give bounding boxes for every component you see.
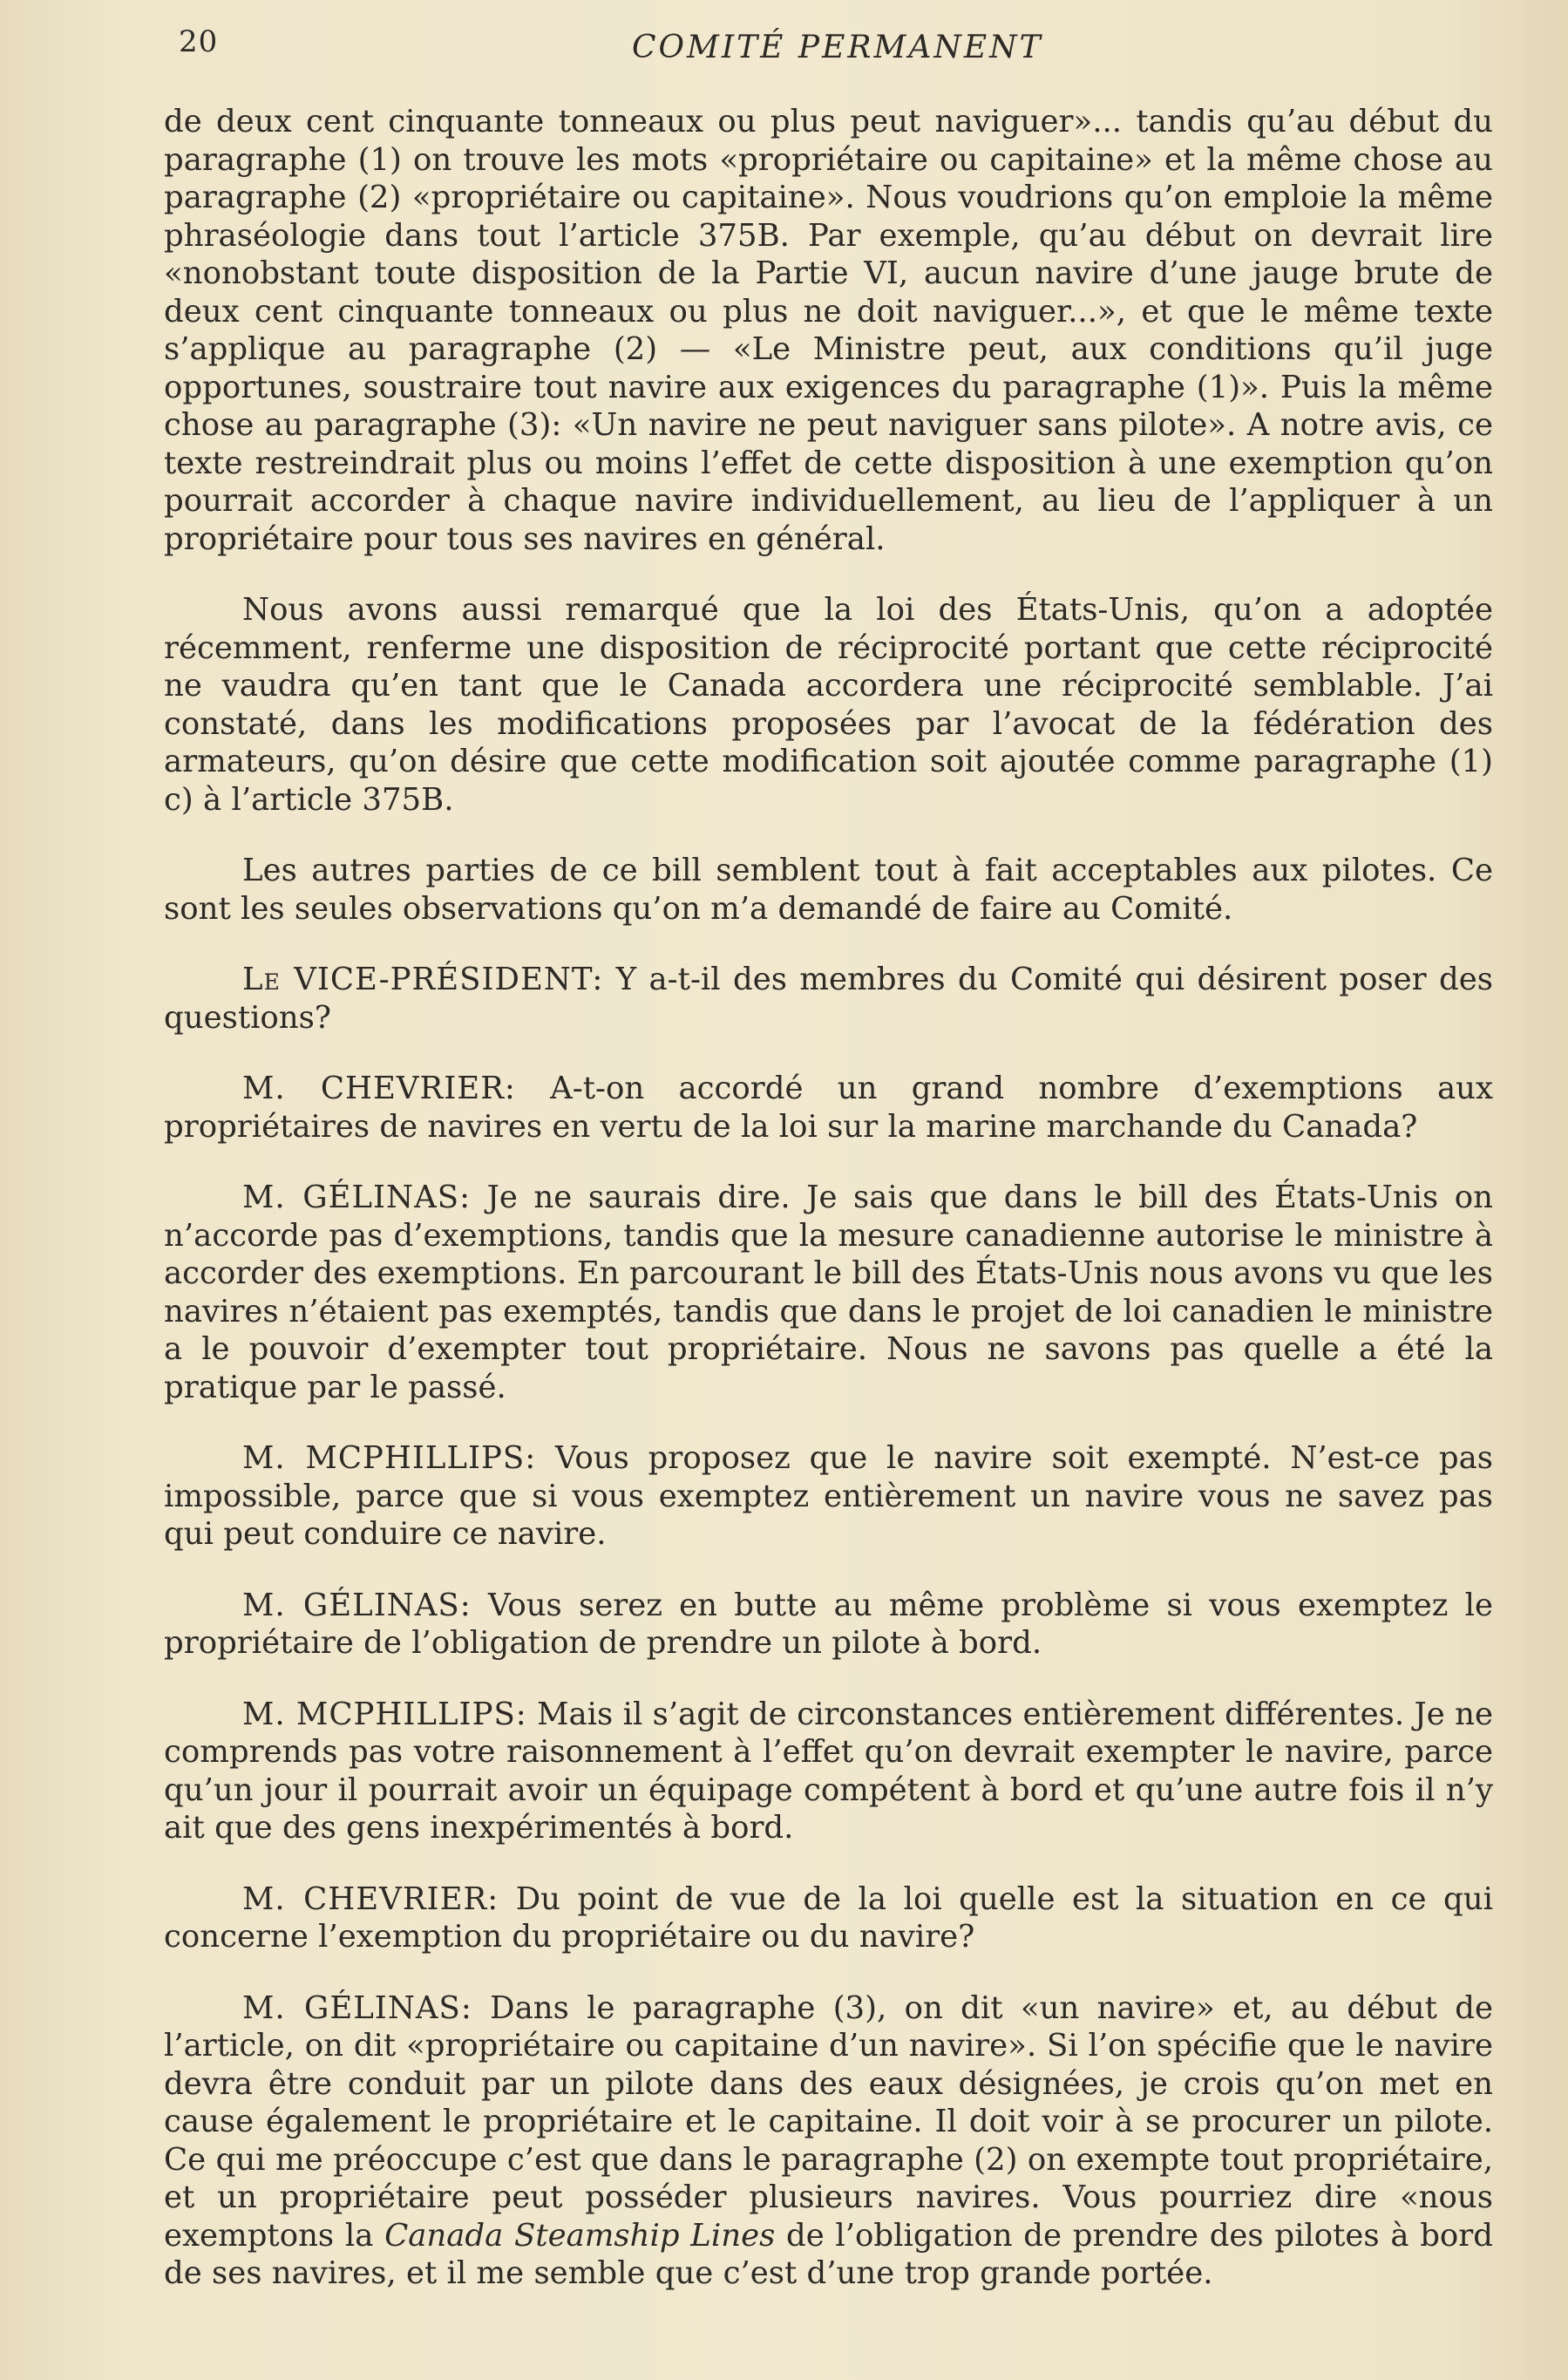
paragraph: Les autres parties de ce bill semblent tout à fait acceptables aux pilotes. Ce sont les seules observations qu’on m’a demandé de faire au Comité. [164, 853, 1493, 927]
speaker-label: M. GÉLINAS: [242, 1989, 472, 2026]
paragraph: Nous avons aussi remarqué que la loi des États-Unis, qu’on a adoptée récemment, renferme une disposition de réciprocité portant que cette réciprocité ne vaudra qu’en tant que le Canada accordera une réciprocité semblable. J’ai constaté, dans les modifications proposées par l’avocat de la fédération des armateurs, qu’on désire que cette modification soit ajoutée comme paragraphe (1) c) à l’article 375B. [164, 592, 1493, 818]
paragraph-continuation: de deux cent cinquante tonneaux ou plus peut naviguer»... tandis qu’au début du paragraphe (1) on trouve les mots «propriétaire ou capitaine» et la même chose au paragraphe (2) «propriétaire ou capitaine». Nous voudrions qu’on emploie la même phraséologie dans tout l’article 375B. Par exemple, qu’au début on devrait lire «nonobstant toute disposition de la Partie VI, aucun navire d’une jauge brute de deux cent cinquante tonneaux ou plus ne doit naviguer...», et que le même texte s’applique au paragraphe (2) — «Le Ministre peut, aux conditions qu’il juge opportunes, soustraire tout navire aux exigences du paragraphe (1)». Puis la même chose au paragraphe (3): «Un navire ne peut naviguer sans pilote». A notre avis, ce texte restreindrait plus ou moins l’effet de cette disposition à une exemption qu’on pourrait accorder à chaque navire individuellement, au lieu de l’appliquer à un propriétaire pour tous ses navires en général. [164, 104, 1493, 557]
speech-paragraph: M. GÉLINAS: Dans le paragraphe (3), on dit «un navire» et, au début de l’article, on dit «propriétaire ou capitaine d’un navire». Si l’on spécifie que le navire devra être conduit par un pilote dans des eaux désignées, je crois qu’on met en cause également le propriétaire et le capitaine. Il doit voir à se procurer un pilote. Ce qui me préoccupe c’est que dans le paragraphe (2) on exempte tout propriétaire, et un propriétaire peut posséder plusieurs navires. Vous pourriez dire «nous exemptons la Canada Steamship Lines de l’obligation de prendre des pilotes à bord de ses navires, et il me semble que c’est d’une trop grande portée. [164, 1989, 1493, 2291]
speech-paragraph: M. CHEVRIER: Du point de vue de la loi quelle est la situation en ce qui concerne l’exemption du propriétaire ou du navire? [164, 1880, 1494, 1955]
speaker-label: M. MCPHILLIPS: [242, 1440, 537, 1476]
speech-paragraph: Le VICE-PRÉSIDENT: Y a-t-il des membres du Comité qui désirent poser des questions? [164, 962, 1493, 1036]
speech-paragraph: M. GÉLINAS: Je ne saurais dire. Je sais que dans le bill des États-Unis on n’accorde pas d’exemptions, tandis que la mesure canadienne autorise le ministre à accorder des exemptions. En parcourant le bill des États-Unis nous avons vu que les navires n’étaient pas exemptés, tandis que dans le projet de loi canadien le ministre a le pouvoir d’exempter tout propriétaire. Nous ne savons pas quelle a été la pratique par le passé. [164, 1180, 1493, 1405]
speaker-label: M. GÉLINAS: [242, 1587, 472, 1623]
italic-company-name: Canada Steamship Lines [384, 2217, 776, 2254]
speech-paragraph: M. MCPHILLIPS: Mais il s’agit de circonstances entièrement différentes. Je ne comprends pas votre raisonnement à l’effet qu’on devrait exempter le navire, parce qu’un jour il pourrait avoir un équipage compétent à bord et qu’une autre fois il n’y ait que des gens inexpérimentés à bord. [164, 1696, 1493, 1846]
speaker-label: M. GÉLINAS: [242, 1180, 472, 1215]
speech-paragraph: M. GÉLINAS: Vous serez en butte au même problème si vous exemptez le propriétaire de l’obligation de prendre un pilote à bord. [164, 1587, 1493, 1661]
speaker-label: Le VICE-PRÉSIDENT: [242, 962, 604, 997]
speaker-label: M. CHEVRIER: [242, 1880, 499, 1917]
speaker-label: M. CHEVRIER: [242, 1071, 516, 1106]
running-title: COMITÉ PERMANENT [632, 30, 1043, 65]
page-number: 20 [179, 24, 219, 59]
speech-paragraph: M. MCPHILLIPS: Vous proposez que le navire soit exempté. N’est-ce pas impossible, parce que si vous exemptez entièrement un navire vous ne savez pas qui peut conduire ce navire. [164, 1440, 1493, 1552]
page-body [164, 103, 1493, 2293]
speaker-label: M. MCPHILLIPS: [242, 1696, 527, 1732]
page-header [179, 24, 1486, 77]
speech-paragraph: M. CHEVRIER: A-t-on accordé un grand nombre d’exemptions aux propriétaires de navires en vertu de la loi sur la marine marchande du Canada? [164, 1071, 1493, 1145]
